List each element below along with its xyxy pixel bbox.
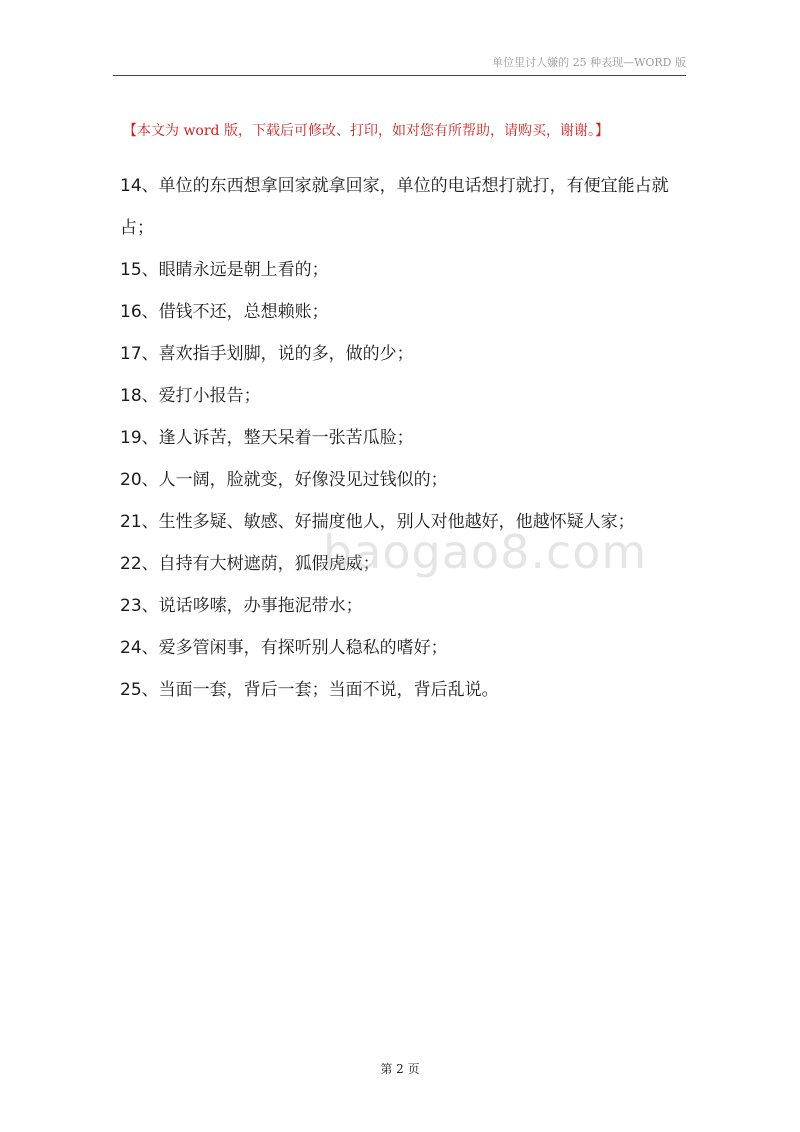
- list-item: 18、爱打小报告；: [120, 386, 261, 406]
- list-item: 19、逢人诉苦，整天呆着一张苦瓜脸；: [120, 428, 414, 448]
- list-item: 15、眼睛永远是朝上看的；: [120, 260, 329, 280]
- list-item: 22、自持有大树遮荫，狐假虎威；: [120, 554, 380, 574]
- list-item: 20、人一阔，脸就变，好像没见过钱似的；: [120, 470, 448, 490]
- watermark: baogao8.com: [323, 525, 648, 579]
- list-item: 24、爱多管闲事，有探听别人稳私的嗜好；: [120, 638, 448, 658]
- list-item: 17、喜欢指手划脚，说的多，做的少；: [120, 344, 414, 364]
- list-item: 14、单位的东西想拿回家就拿回家，单位的电话想打就打，有便宜能占就占；: [120, 176, 669, 238]
- list-item: 21、生性多疑、敏感、好揣度他人，别人对他越好，他越怀疑人家；: [120, 512, 635, 532]
- list-item: 16、借钱不还，总想赖账；: [120, 302, 329, 322]
- page-number: 第 2 页: [380, 1062, 420, 1076]
- list-item: 25、当面一套，背后一套；当面不说，背后乱说。: [120, 680, 499, 700]
- list-item: 23、说话哆嗦，办事拖泥带水；: [120, 596, 363, 616]
- download-notice: 【本文为 word 版，下载后可修改、打印，如对您有所帮助，请购买，谢谢。】: [123, 123, 609, 139]
- document-body: [120, 165, 690, 711]
- page-header: 单位里讨人嫌的 25 种表现—WORD 版: [492, 56, 686, 69]
- header-divider: [113, 75, 686, 76]
